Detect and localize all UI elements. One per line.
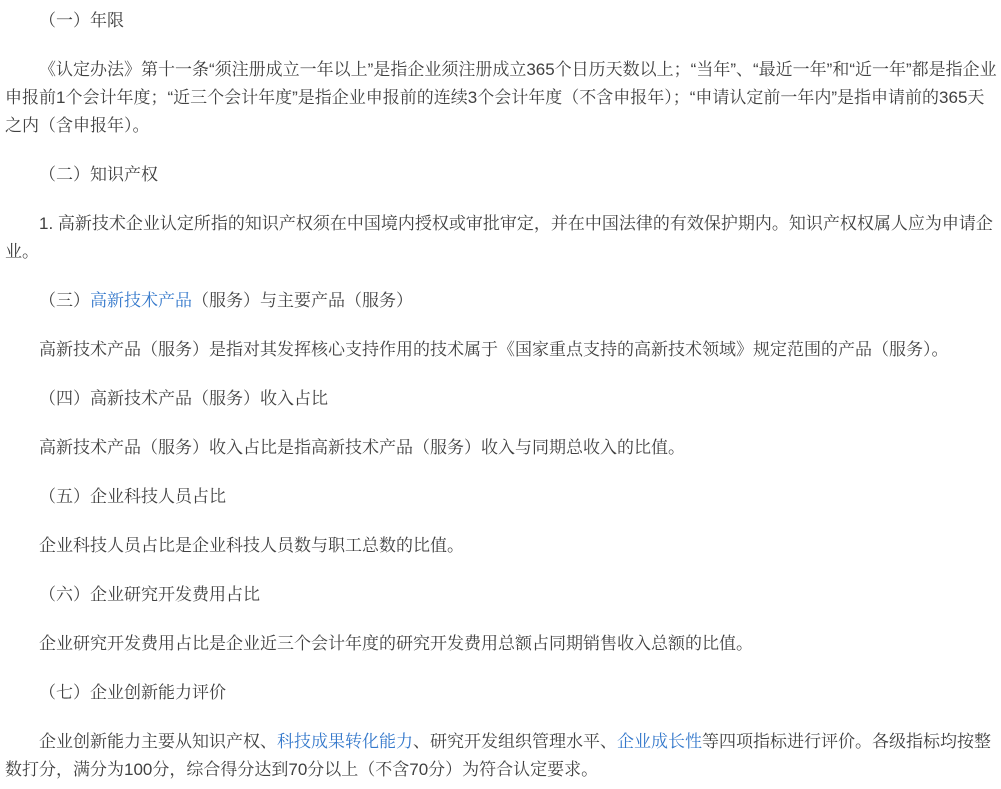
link-high-tech-product[interactable]: 高新技术产品	[90, 291, 192, 310]
paragraph-text: 高新技术产品（服务）收入占比是指高新技术产品（服务）收入与同期总收入的比值。	[39, 438, 685, 457]
heading-text: （三）	[39, 291, 90, 310]
section-heading-6	[5, 581, 997, 609]
link-enterprise-growth[interactable]: 企业成长性	[617, 732, 702, 751]
paragraph-1	[5, 56, 997, 140]
heading-text: （服务）与主要产品（服务）	[192, 291, 413, 310]
heading-text: （一）年限	[39, 11, 124, 30]
link-tech-achievement-transformation[interactable]: 科技成果转化能力	[277, 732, 413, 751]
heading-text: （六）企业研究开发费用占比	[39, 585, 260, 604]
paragraph-text: 等四项指标进行评价。各级指标均按整数打分，满分为100分，综合得分达到70分以上（不含70分）为符合认定要求。	[5, 732, 991, 779]
paragraph-text: 、研究开发组织管理水平、	[413, 732, 617, 751]
paragraph-text: 《认定办法》第十一条“须注册成立一年以上”是指企业须注册成立365个日历天数以上；“当年”、“最近一年”和“近一年”都是指企业申报前1个会计年度；“近三个会计年度”是指企业申报前的连续3个会计年度（不含申报年）；“申请认定前一年内”是指申请前的365天之内（含申报年）。	[5, 60, 997, 135]
section-heading-3	[5, 287, 997, 315]
paragraph-text: 企业科技人员占比是企业科技人员数与职工总数的比值。	[39, 536, 464, 555]
paragraph-text: 企业研究开发费用占比是企业近三个会计年度的研究开发费用总额占同期销售收入总额的比值。	[39, 634, 753, 653]
paragraph-7	[5, 728, 997, 784]
paragraph-text: 1. 高新技术企业认定所指的知识产权须在中国境内授权或审批审定，并在中国法律的有效保护期内。知识产权权属人应为申请企业。	[5, 214, 993, 261]
section-heading-1	[5, 7, 997, 35]
heading-text: （五）企业科技人员占比	[39, 487, 226, 506]
section-heading-2	[5, 161, 997, 189]
paragraph-text: 高新技术产品（服务）是指对其发挥核心支持作用的技术属于《国家重点支持的高新技术领域》规定范围的产品（服务）。	[39, 340, 949, 359]
section-heading-7	[5, 679, 997, 707]
paragraph-4	[5, 434, 997, 462]
heading-text: （七）企业创新能力评价	[39, 683, 226, 702]
paragraph-text: 企业创新能力主要从知识产权、	[39, 732, 277, 751]
heading-text: （二）知识产权	[39, 165, 158, 184]
paragraph-5	[5, 532, 997, 560]
paragraph-3	[5, 336, 997, 364]
heading-text: （四）高新技术产品（服务）收入占比	[39, 389, 328, 408]
paragraph-2	[5, 210, 997, 266]
section-heading-5	[5, 483, 997, 511]
section-heading-4	[5, 385, 997, 413]
paragraph-6	[5, 630, 997, 658]
